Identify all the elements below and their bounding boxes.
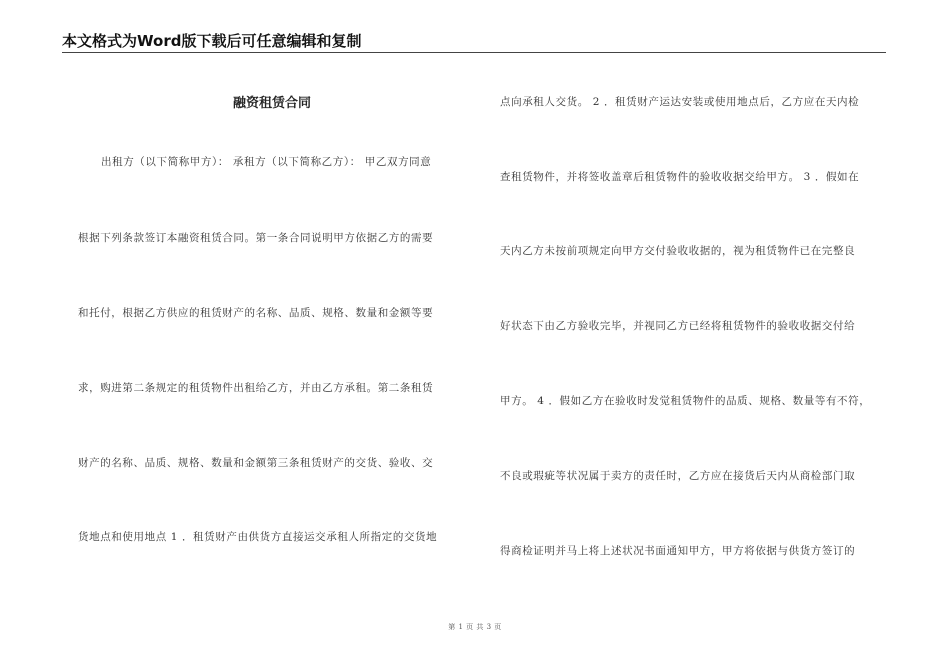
document-title: 融资租赁合同 bbox=[232, 96, 311, 111]
right-line: 点向承租人交货。 2 ．租赁财产运达安装或使用地点后，乙方应在天内检 bbox=[500, 96, 860, 108]
left-line: 求，购进第二条规定的租赁物件出租给乙方，并由乙方承租。第二条租赁 bbox=[78, 382, 434, 394]
left-line: 和托付，根据乙方供应的租赁财产的名称、品质、规格、数量和金额等要 bbox=[78, 307, 434, 319]
left-line: 出租方（以下简称甲方）： 承租方（以下简称乙方）： 甲乙双方同意 bbox=[101, 156, 432, 168]
right-line: 不良或瑕疵等状况属于卖方的责任时，乙方应在接货后天内从商检部门取 bbox=[500, 470, 856, 482]
left-line: 财产的名称、品质、规格、数量和金额第三条租赁财产的交货、验收、交 bbox=[78, 457, 434, 469]
left-line: 根据下列条款签订本融资租赁合同。第一条合同说明甲方依据乙方的需要 bbox=[78, 232, 434, 244]
banner-divider bbox=[62, 52, 886, 53]
right-line: 天内乙方未按前项规定向甲方交付验收收据的，视为租赁物件已在完整良 bbox=[500, 245, 856, 257]
download-banner: 本文格式为Word版下载后可任意编辑和复制 bbox=[62, 32, 362, 50]
right-line: 甲方。 4 ．假如乙方在验收时发觉租赁物件的品质、规格、数量等有不符， bbox=[500, 395, 871, 407]
right-line: 好状态下由乙方验收完毕，并视同乙方已经将租赁物件的验收收据交付给 bbox=[500, 320, 856, 332]
left-line: 货地点和使用地点 1 ．租赁财产由供货方直接运交承租人所指定的交货地 bbox=[78, 531, 438, 543]
right-line: 得商检证明并马上将上述状况书面通知甲方，甲方将依据与供货方签订的 bbox=[500, 545, 856, 557]
page-indicator: 第 1 页 共 3 页 bbox=[448, 623, 502, 631]
right-line: 查租赁物件，并将签收盖章后租赁物件的验收收据交给甲方。 3 ．假如在 bbox=[500, 171, 860, 183]
